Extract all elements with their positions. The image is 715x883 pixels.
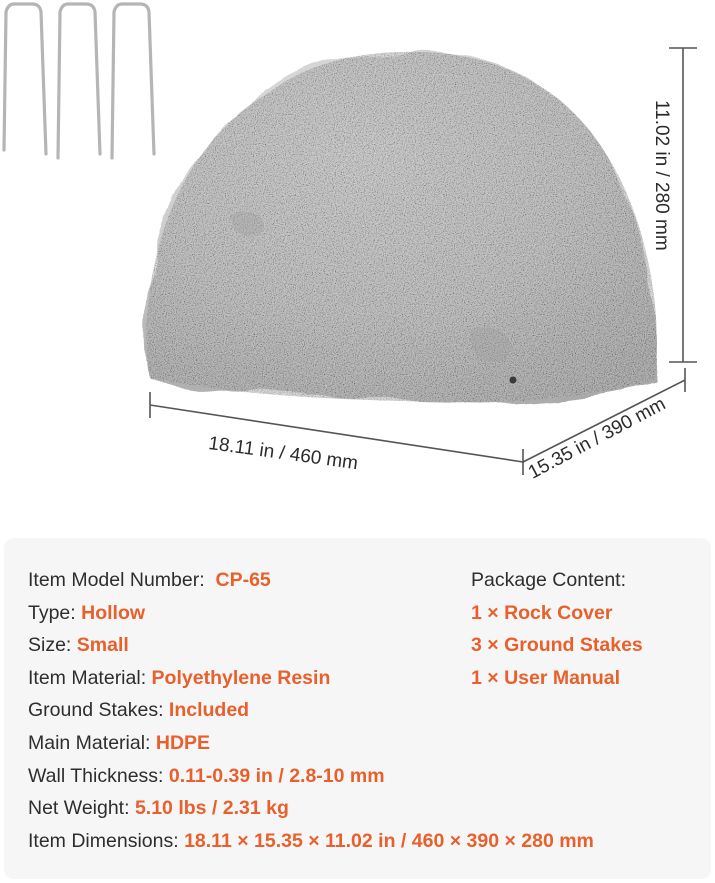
package-content [471, 564, 643, 694]
package-content-title: Package Content: [471, 569, 627, 591]
rock-cover-icon [146, 52, 657, 403]
spec-item-dimensions: Item Dimensions: 18.11 × 15.35 × 11.02 in / 460 × 390 × 280 mm [28, 829, 594, 852]
spec-main-material: Main Material: HDPE [28, 731, 211, 754]
spec-panel [4, 538, 711, 879]
spec-type: Type: Hollow [28, 601, 146, 624]
spec-wall-thickness: Wall Thickness: 0.11-0.39 in / 2.8-10 mm [28, 764, 385, 787]
spec-size: Size: Small [28, 634, 129, 657]
width-dimension-label: 18.11 in / 460 mm [207, 433, 360, 475]
package-item-user-manual: 1 × User Manual [471, 666, 621, 689]
height-dimension-label: 11.02 in / 280 mm [651, 100, 672, 251]
package-item-rock-cover: 1 × Rock Cover [471, 601, 613, 624]
spec-model-number: Item Model Number: CP-65 [28, 569, 271, 591]
spec-item-material: Item Material: Polyethylene Resin [28, 666, 331, 689]
spec-net-weight: Net Weight: 5.10 lbs / 2.31 kg [28, 797, 289, 820]
package-item-ground-stakes: 3 × Ground Stakes [471, 634, 643, 657]
depth-dimension-label: 15.35 in / 390 mm [525, 393, 670, 484]
spec-ground-stakes: Ground Stakes: Included [28, 699, 250, 722]
ground-stakes-icon [4, 4, 154, 158]
